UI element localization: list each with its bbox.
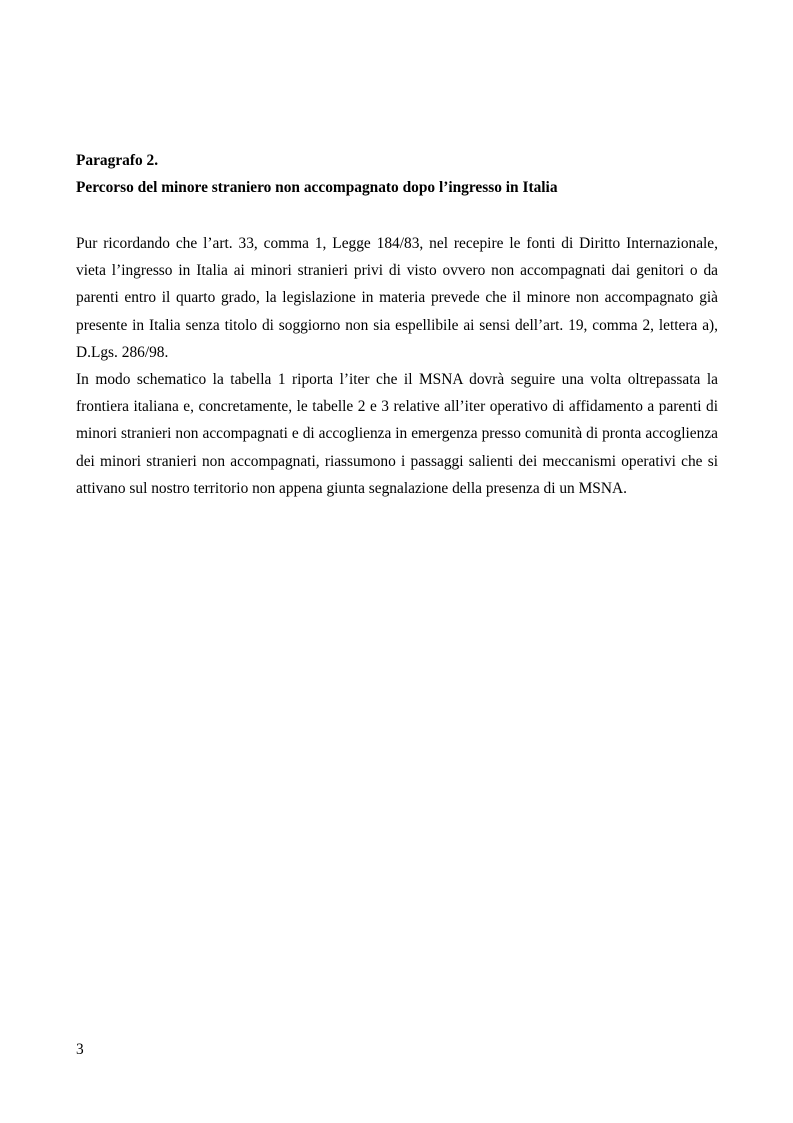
section-title: Percorso del minore straniero non accompagnato dopo l’ingresso in Italia: [76, 179, 558, 196]
body-text: [76, 230, 718, 502]
section-heading: [76, 147, 726, 201]
body-paragraph-2: In modo schematico la tabella 1 riporta l’iter che il MSNA dovrà seguire una volta oltrepassata la frontiera italiana e, concretamente, le tabelle 2 e 3 relative all’iter operativo di affidamento a parenti di minori stranieri non accompagnati e di accoglienza in emergenza presso comunità di pronta accoglienza dei minori stranieri non accompagnati, riassumono i passaggi salienti dei meccanismi operativi che si attivano sul nostro territorio non appena giunta segnalazione della presenza di un MSNA.: [76, 371, 718, 497]
body-paragraph-1: Pur ricordando che l’art. 33, comma 1, Legge 184/83, nel recepire le fonti di Diritto Internazionale, vieta l’ingresso in Italia ai minori stranieri privi di visto ovvero non accompagnati dai genitori o da parenti entro il quarto grado, la legislazione in materia prevede che il minore non accompagnato già presente in Italia senza titolo di soggiorno non sia espellibile ai sensi dell’art. 19, comma 2, lettera a), D.Lgs. 286/98.: [76, 235, 718, 361]
paragraph-number-heading: Paragrafo 2.: [76, 152, 159, 169]
page-number: 3: [76, 1041, 84, 1058]
